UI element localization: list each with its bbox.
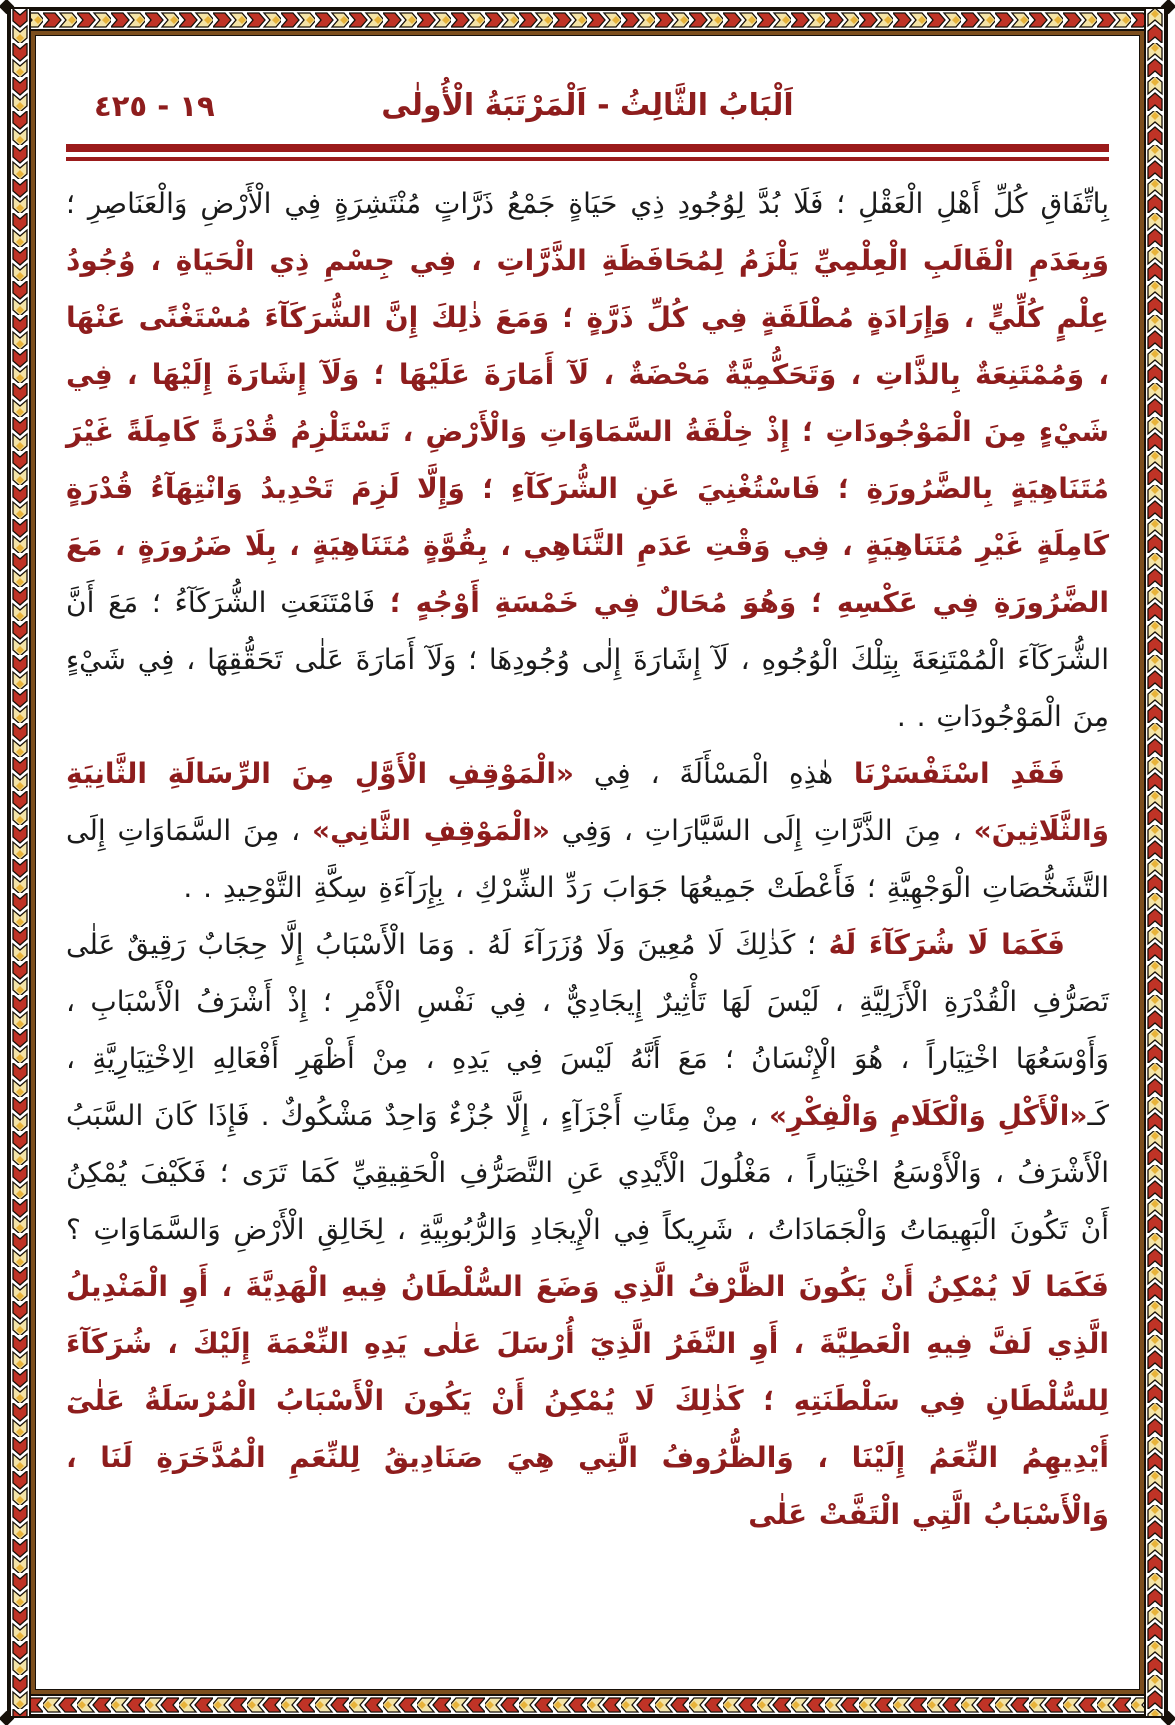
text-segment-black: فَامْتَنَعَتِ الشُّرَكَآءُ ؛ مَعَ أَنَّ الشُّرَكَآءَ الْمُمْتَنِعَةَ بِتِلْكَ الْوُجُوهِ ، لَآ إِشَارَةَ إِلٰى وُجُودِهَا ؛ وَلَآ أَمَارَةَ عَلٰى تَحَقُّقِهَا ، فِي شَيْءٍ مِنَ الْمَوْجُودَاتِ . . — [66, 586, 1109, 733]
ornamental-border-top — [9, 9, 1166, 31]
text-segment-black: ، مِنَ الذَّرَّاتِ إِلَى السَّيَّارَاتِ ، وَفِي — [549, 814, 974, 847]
text-segment-red: فَقَدِ اسْتَفْسَرْنَا — [833, 757, 1066, 790]
body-text — [66, 175, 1109, 1543]
corner-ornament — [1161, 0, 1175, 14]
text-segment-red: فَكَمَا لَا شُرَكَآءَ لَهُ — [816, 928, 1065, 961]
ornamental-border-right — [1144, 9, 1166, 1716]
paragraph — [66, 175, 1109, 745]
page-number: ١٩ - ٤٢٥ — [94, 89, 215, 123]
text-segment-red: وَبِعَدَمِ الْقَالَبِ الْعِلْمِيِّ يَلْزَمُ لِمُحَافَظَةِ الذَّرَّاتِ ، فِي جِسْمِ ذِي الْحَيَاةِ ، وُجُودُ عِلْمٍ كُلِّيٍّ ، وَإِرَادَةٍ مُطْلَقَةٍ فِي كُلِّ ذَرَّةٍ ؛ وَمَعَ ذٰلِكَ إِنَّ الشُّرَكَآءَ مُسْتَغْنًى عَنْهَا ، وَمُمْتَنِعَةٌ بِالذَّاتِ ، وَتَحَكُّمِيَّةٌ مَحْضَةٌ ، لَآ أَمَارَةَ عَلَيْهَا ؛ وَلَآ إِشَارَةَ إِلَيْهَا ، فِي شَيْءٍ مِنَ الْمَوْجُودَاتِ ؛ إِذْ خِلْقَةُ السَّمَاوَاتِ وَالْأَرْضِ ، تَسْتَلْزِمُ قُدْرَةً كَامِلَةً غَيْرَ مُتَنَاهِيَةٍ بِالضَّرُورَةِ ؛ فَاسْتُغْنِيَ عَنِ الشُّرَكَآءِ ؛ وَإِلَّا لَزِمَ تَحْدِيدُ وَانْتِهَآءُ قُدْرَةٍ كَامِلَةٍ غَيْرِ مُتَنَاهِيَةٍ ، فِي وَقْتِ عَدَمِ التَّنَاهِي ، بِقُوَّةٍ مُتَنَاهِيَةٍ ، بِلَا ضَرُورَةٍ ، مَعَ الضَّرُورَةِ فِي عَكْسِهِ ؛ وَهُوَ مُحَالٌ فِي خَمْسَةِ أَوْجُهٍ ؛ — [66, 244, 1109, 619]
text-segment-black: ؛ كَذٰلِكَ لَا مُعِينَ وَلَا وُزَرَآءَ لَهُ . وَمَا الْأَسْبَابُ إِلَّا حِجَابٌ رَقِيقٌ عَلٰى تَصَرُّفِ الْقُدْرَةِ الْأَزَلِيَّةِ ، لَيْسَ لَهَا تَأْثِيرٌ إِيجَادِيٌّ ، فِي نَفْسِ الْأَمْرِ ؛ إِذْ أَشْرَفُ الْأَسْبَابِ ، وَأَوْسَعُهَا اخْتِيَاراً ، هُوَ الْإِنْسَانُ ؛ مَعَ أَنَّهُ لَيْسَ فِي يَدِهِ ، مِنْ أَظْهَرِ أَفْعَالِهِ الِاخْتِيَارِيَّةِ ، كَـ — [66, 928, 1110, 1132]
page-header — [66, 80, 1109, 132]
paragraph — [66, 745, 1109, 916]
text-segment-black: ، مِنْ مِئَاتِ أَجْزَآءٍ ، إِلَّا جُزْءٌ وَاحِدٌ مَشْكُوكٌ . فَإِذَا كَانَ السَّبَبُ الْأَشْرَفُ ، وَالْأَوْسَعُ اخْتِيَاراً ، مَغْلُولَ الْأَيْدِي عَنِ التَّصَرُّفِ الْحَقِيقِيِّ كَمَا تَرَى ؛ فَكَيْفَ يُمْكِنُ أَنْ تَكُونَ الْبَهِيمَاتُ وَالْجَمَادَاتُ ، شَرِيكاً فِي الْإِيجَادِ وَالرُّبُوبِيَّةِ ، لِخَالِقِ الْأَرْضِ وَالسَّمَاوَاتِ ؟ — [66, 1099, 1109, 1246]
corner-ornament — [0, 1711, 14, 1725]
paragraph — [66, 916, 1109, 1543]
divider-thick-line — [66, 144, 1109, 152]
ornamental-border-bottom — [9, 1694, 1166, 1716]
text-segment-black: ، مِنَ السَّمَاوَاتِ إِلَى التَّشَخُّصَاتِ الْوَجْهِيَّةِ ؛ فَأَعْطَتْ جَمِيعُهَا جَوَابَ رَدِّ الشِّرْكِ ، بِإِرَآءَةِ سِكَّةِ التَّوْحِيدِ . . — [66, 814, 1109, 904]
text-segment-red: «الْمَوْقِفِ الْأَوَّلِ مِنَ الرِّسَالَةِ الثَّانِيَةِ وَالثَّلَاثِينَ» — [66, 757, 1109, 847]
chapter-title: اَلْبَابُ الثَّالِثُ - اَلْمَرْتَبَةُ الْأُولٰى — [381, 88, 794, 123]
text-segment-red: «الْمَوْقِفِ الثَّانِي» — [312, 814, 550, 847]
corner-ornament — [1161, 1711, 1175, 1725]
text-segment-red: فَكَمَا لَا يُمْكِنُ أَنْ يَكُونَ الظَّرْفُ الَّذِي وَضَعَ السُّلْطَانُ فِيهِ الْهَدِيَّةَ ، أَوِ الْمَنْدِيلُ الَّذِي لَفَّ فِيهِ الْعَطِيَّةَ ، أَوِ النَّفَرُ الَّذِيٓ أُرْسَلَ عَلٰى يَدِهِ النِّعْمَةَ إِلَيْكَ ، شُرَكَآءَ لِلسُّلْطَانِ فِي سَلْطَنَتِهِ ؛ كَذٰلِكَ لَا يُمْكِنُ أَنْ يَكُونَ الْأَسْبَابُ الْمُرْسَلَةُ عَلٰىٓ أَيْدِيهِمُ النِّعَمُ إِلَيْنَا ، وَالظُّرُوفُ الَّتِي هِيَ صَنَادِيقُ لِلنِّعَمِ الْمُدَّخَرَةِ لَنَا ، وَالْأَسْبَابُ الَّتِي الْتَفَّتْ عَلٰى — [66, 1270, 1109, 1531]
page-content — [36, 36, 1139, 1689]
divider-thin-line — [66, 157, 1109, 161]
header-divider — [66, 144, 1109, 161]
corner-ornament — [0, 0, 14, 14]
ornamental-border-left — [9, 9, 31, 1716]
text-segment-red: «الْأَكْلِ وَالْكَلَامِ وَالْفِكْرِ» — [769, 1099, 1088, 1132]
text-segment-black: هٰذِهِ الْمَسْأَلَةَ ، فِي — [574, 757, 834, 790]
text-segment-black: بِاتِّفَاقِ كُلِّ أَهْلِ الْعَقْلِ ؛ فَلَا بُدَّ لِوُجُودِ ذِي حَيَاةٍ جَمْعُ ذَرَّاتٍ مُنْتَشِرَةٍ فِي الْأَرْضِ وَالْعَنَاصِرِ ؛ — [66, 187, 1109, 220]
